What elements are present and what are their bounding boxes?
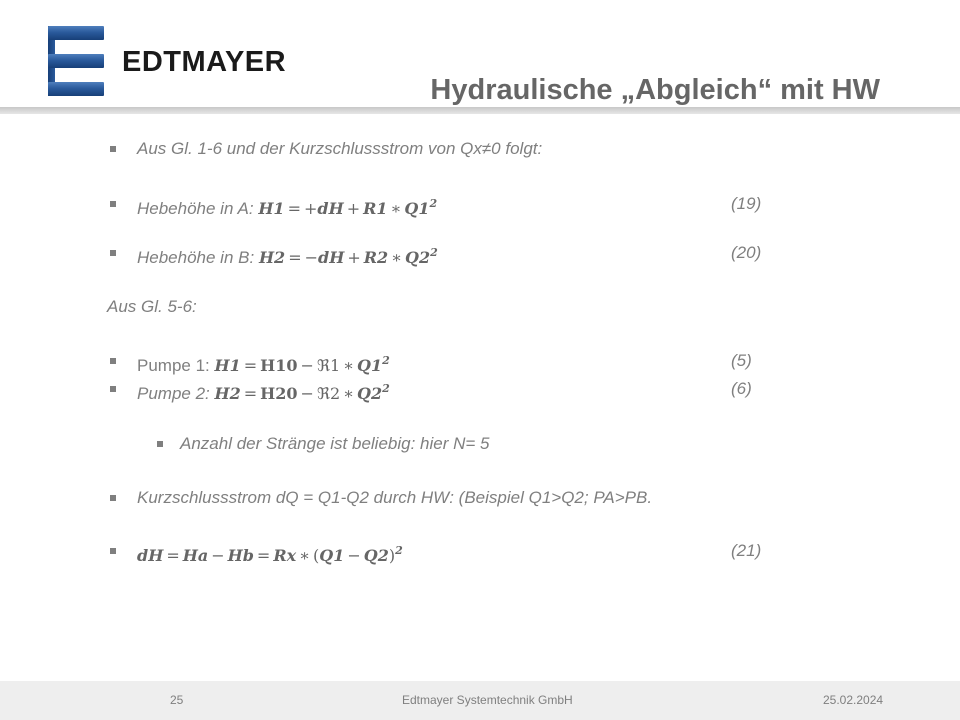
line-label: Hebehöhe in A:	[137, 199, 254, 218]
equation-number: (21)	[731, 541, 762, 560]
text-line-4	[0, 294, 960, 320]
line-text: Aus Gl. 1-6 und der Kurzschlussstrom von Qx≠0 folgt:	[137, 139, 543, 158]
equation-number: (20)	[731, 243, 762, 262]
bullet-square	[110, 386, 116, 392]
slide-footer	[0, 681, 960, 720]
bullet-line-7	[0, 431, 960, 457]
formula-6: H2 = H20 − ℜ2 ∗ $Q2^2$	[214, 382, 390, 403]
footer-date: 25.02.2024	[823, 693, 884, 707]
line-text: Aus Gl. 5-6:	[107, 297, 197, 316]
line-content	[137, 348, 390, 379]
line-text: Anzahl der Stränge ist beliebig: hier N= 5	[180, 434, 490, 453]
equation-number: (19)	[731, 194, 762, 213]
formula-5: H1 = H10 − ℜ1 ∗ $Q1^2$	[214, 354, 390, 375]
bullet-line-6	[0, 376, 960, 402]
company-logo	[48, 26, 288, 96]
line-label: Pumpe 1:	[137, 356, 210, 375]
bullet-line-5	[0, 348, 960, 374]
formula-19: H1 = +dH + R1 ∗ $Q1^2$	[258, 197, 438, 218]
bullet-square	[157, 441, 163, 447]
bullet-line-8	[0, 485, 960, 511]
formula-21: dH = Ha − Hb = Rx ∗ $(Q1 - Q2)^2$	[137, 544, 403, 565]
equation-number: (5)	[731, 351, 752, 370]
bullet-square	[110, 250, 116, 256]
title-divider	[0, 107, 960, 114]
bullet-line-3	[0, 240, 960, 266]
line-content	[137, 191, 437, 222]
bullet-line-9	[0, 538, 960, 564]
line-content	[137, 240, 438, 271]
equation-number: (6)	[731, 379, 752, 398]
slide-title: Hydraulische „Abgleich“ mit HW	[430, 74, 880, 106]
logo-text: EDTMAYER	[122, 46, 287, 78]
bullet-square	[110, 548, 116, 554]
bullet-square	[110, 495, 116, 501]
bullet-square	[110, 358, 116, 364]
footer-company: Edtmayer Systemtechnik GmbH	[402, 693, 573, 707]
line-label: Hebehöhe in B:	[137, 248, 255, 267]
line-content	[137, 376, 390, 407]
line-content	[137, 538, 403, 569]
bullet-line-2	[0, 191, 960, 217]
bullet-square	[110, 146, 116, 152]
line-text: Kurzschlussstrom dQ = Q1-Q2 durch HW: (Beispiel Q1>Q2; PA>PB.	[137, 488, 653, 507]
bullet-line-1	[0, 136, 960, 162]
formula-20: H2 = −dH + R2 ∗ $Q2^2$	[258, 246, 438, 267]
line-label: Pumpe 2:	[137, 384, 210, 403]
page-number: 25	[170, 693, 184, 707]
logo-mark	[48, 26, 106, 96]
bullet-square	[110, 201, 116, 207]
